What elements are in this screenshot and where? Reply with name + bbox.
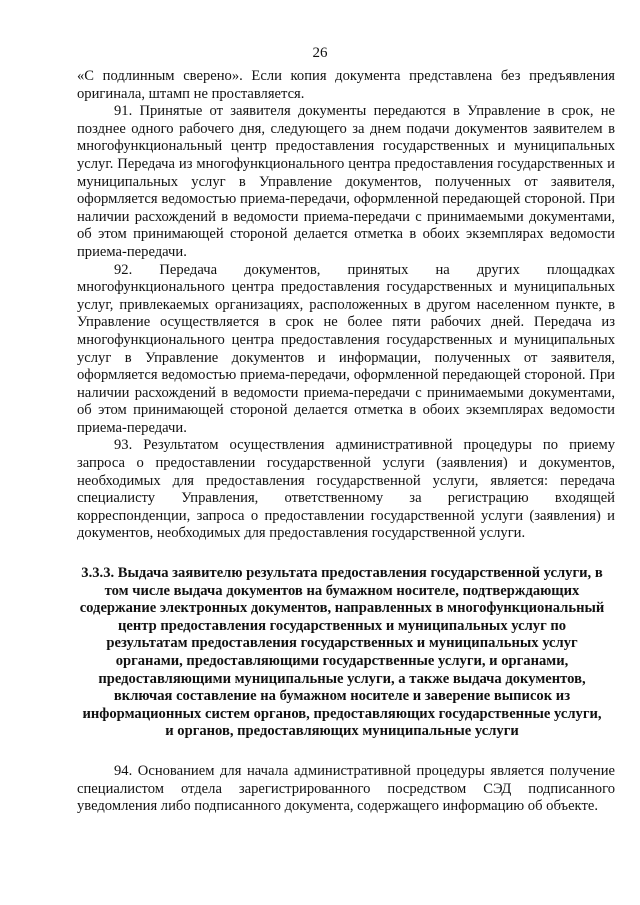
paragraph-94: 94. Основанием для начала административной процедуры является получение специалистом отдела зарегистрированного посредством СЭД подписанного уведомления либо подписанного документа, содержащего информацию об объекте. [77,762,615,815]
paragraph-continuation: «С подлинным сверено». Если копия документа представлена без предъявления оригинала, штамп не проставляется. [77,68,615,102]
paragraph-91: 91. Принятые от заявителя документы передаются в Управление в срок, не позднее одного рабочего дня, следующего за днем подачи документов заявителем в многофункциональный центр предоставления государственных и муниципальных услуг. Передача из многофункционального центра предоставления государственных и муниципальных услуг в Управление документов, полученных от заявителя, оформляется ведомостью приема-передачи, оформленной передающей стороной. При наличии расхождений в ведомости приема-передачи с принимаемыми документами, об этом принимающей стороной делается отметка в обоих экземплярах ведомости приема-передачи. [77,103,615,260]
paragraph-92: 92. Передача документов, принятых на других площадках многофункционального центра предоставления государственных и муниципальных услуг, привлекаемых организациях, расположенных в другом населенном пункте, в Управление осуществляется в срок не более пяти рабочих дней. Передача из многофункционального центра предоставления государственных и муниципальных услуг в Управление документов и информации, полученных от заявителя, оформляется ведомостью приема-передачи, оформленной передающей стороной. При наличии расхождений в ведомости приема-передачи с принимаемыми документами, об этом принимающей стороной делается отметка в обоих экземплярах ведомости приема-передачи. [77,261,615,436]
section-heading-3-3-3: 3.3.3. Выдача заявителю результата предоставления государственной услуги, в том числе выдача документов на бумажном носителе, подтверждающих содержание электронных документов, направленных в многофункциональный центр предоставления государственных и муниципальных услуг по результатам предоставления государственных и муниципальных услуг органами, предоставляющими государственные услуги, и органами, предоставляющими муниципальные услуги, а также выдача документов, включая составление на бумажном носителе и заверение выписок из информационных систем органов, предоставляющих государственные услуги, и органов, предоставляющих муниципальные услуги [79,565,605,740]
page-number: 26 [312,45,328,61]
document-body [77,68,615,816]
paragraph-93: 93. Результатом осуществления административной процедуры по приему запроса о предоставлении государственной услуги (заявления) и документов, необходимых для предоставления государственной услуги, является: передача специалисту Управления, ответственному за регистрацию входящей корреспонденции, запроса о предоставлении государственной услуги (заявления) и документов, необходимых для предоставления государственной услуги. [77,437,615,542]
